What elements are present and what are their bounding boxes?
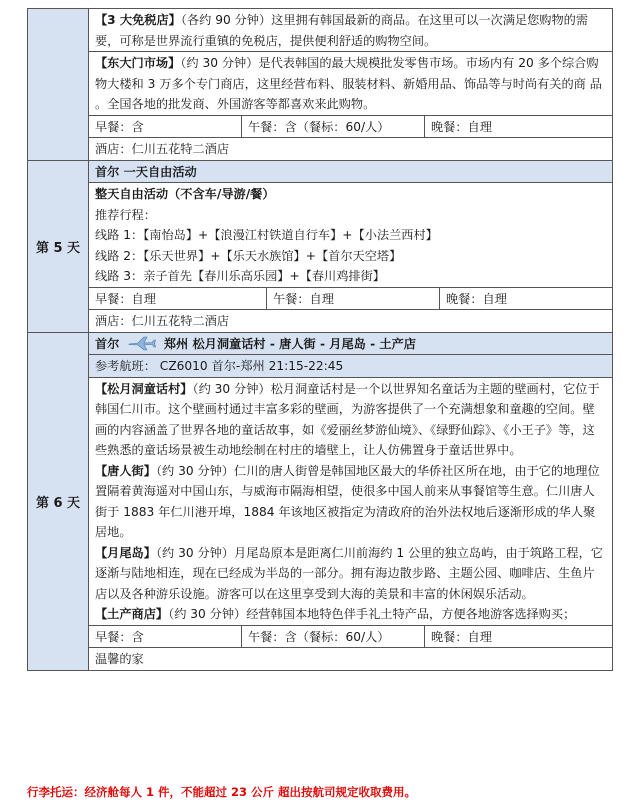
free-activity-title: 整天自由活动（不含车/导游/餐）	[95, 187, 275, 201]
dongdaemun-paragraph	[89, 52, 612, 116]
meals-row	[89, 116, 612, 139]
spot-name: 【唐人街】	[95, 463, 156, 478]
day-label-empty	[28, 9, 89, 160]
day-block-prev	[27, 8, 613, 161]
route-3: 线路 3：亲子首先【春川乐高乐园】+【春川鸡排街】	[95, 269, 385, 283]
breakfast: 早餐：含	[89, 626, 242, 648]
day-block-6	[27, 333, 613, 671]
spot-name: 【3 大免税店】	[95, 13, 181, 27]
spot-desc: （约 30 分钟）松月洞童话村是一个以世界知名童话为主题的壁画村，它位于韩国仁川市。这个壁画村通过丰富多彩的壁画，为游客提供了一个充满想象和童趣的空间。壁画的内容涵盖了世界各地的童话故事，如《爱丽丝梦游仙境》、《绿野仙踪》、《小王子》等，这些熟悉的童话场景被生动地绘制在村庄的墙壁上，让人仿佛置身于童话世界中。	[95, 381, 600, 457]
spot-desc: （各约 90 分钟）这里拥有韩国最新的商品。在这里可以一次满足您购物的需要，可称是世界流行重镇的免税店，提供便利舒适的购物空间。	[95, 13, 589, 48]
spot-name: 【松月洞童话村】	[95, 381, 193, 396]
route-2: 线路 2：【乐天世界】+【乐天水族馆】+【首尔天空塔】	[95, 248, 402, 263]
breakfast: 早餐：自理	[89, 288, 267, 310]
dinner: 晚餐：自理	[431, 119, 492, 134]
lunch: 午餐：自理	[267, 288, 440, 310]
hotel-row: 酒店：仁川五花特二酒店	[95, 314, 230, 328]
souvenir-paragraph	[95, 604, 606, 625]
day-detail	[89, 183, 612, 288]
wolmido-paragraph	[95, 543, 606, 605]
itinerary-table	[27, 8, 613, 671]
airplane-icon	[128, 335, 156, 351]
meals-row	[89, 626, 612, 649]
day-content	[89, 161, 612, 332]
chinatown-paragraph	[95, 461, 606, 543]
recommend-label: 推荐行程：	[95, 207, 156, 222]
spot-desc: （约 30 分钟）月尾岛原本是距离仁川前海约 1 公里的独立岛屿，由于筑路工程，它逐渐与陆地相连，现在已经成为半岛的一部分。拥有海边散步路、主题公园、咖啡店、生鱼片店以及各种游乐设施。游客可以在这里享受到大海的美景和丰富的休闲娱乐活动。	[95, 545, 603, 601]
spot-desc: （约 30 分钟）仁川的唐人街曾是韩国地区最大的华侨社区所在地，由于它的地理位置隔着黄海遥对中国山东，与威海市隔海相望，使很多中国人前来从事餐馆等生意。仁川唐人街于 1883 年仁川港开埠，1884 年该地区被指定为清政府的治外法权地后逐渐形成的华人聚居地。	[95, 463, 600, 539]
lunch: 午餐：含（餐标：60/人）	[242, 116, 425, 138]
day-content	[89, 333, 612, 670]
home-row: 温馨的家	[95, 652, 144, 666]
spot-name: 【月尾岛】	[95, 545, 156, 560]
day-title: 首尔 一天自由活动	[89, 161, 612, 184]
duty-free-paragraph	[89, 9, 612, 52]
route-1: 线路 1：【南怡岛】+【浪漫江村铁道自行车】+【小法兰西村】	[95, 228, 438, 242]
spot-name: 【土产商店】	[95, 607, 169, 621]
lunch: 午餐：含（餐标：60/人）	[242, 626, 425, 648]
breakfast: 早餐：含	[89, 116, 242, 138]
spot-name: 【东大门市场】	[95, 56, 181, 70]
day-content	[89, 9, 612, 160]
meals-row	[89, 288, 612, 311]
title-route: 郑州 松月洞童话村 - 唐人街 - 月尾岛 - 土产店	[163, 336, 416, 351]
spot-desc: （约 30 分钟）是代表韩国的最大规模批发零售市场。市场内有 20 多个综合购物大楼和 3 万多个专门商店，这里经营布料、服装材料、新婚用品、饰品等与时尚有关的商 品 。全国各地的批发商、外国游客等都喜欢来此购物。	[95, 56, 602, 111]
day-label: 第 5 天	[28, 161, 89, 332]
dinner: 晚餐：自理	[446, 291, 507, 306]
day-detail	[89, 378, 612, 626]
title-origin: 首尔	[95, 336, 120, 351]
baggage-note: 行李托运：经济舱每人 1 件，不能超过 23 公斤 超出按航司规定收取费用。	[27, 785, 417, 799]
day-block-5	[27, 161, 613, 333]
songwol-paragraph	[95, 379, 606, 461]
day-title	[89, 333, 612, 356]
day-label: 第 6 天	[28, 333, 89, 670]
hotel-row: 酒店：仁川五花特二酒店	[95, 142, 230, 156]
dinner: 晚餐：自理	[431, 629, 492, 644]
flight-info: 参考航班： CZ6010 首尔-郑州 21:15-22:45	[89, 355, 612, 378]
spot-desc: （约 30 分钟）经营韩国本地特色伴手礼土特产品，方便各地游客选择购买；	[168, 607, 576, 621]
